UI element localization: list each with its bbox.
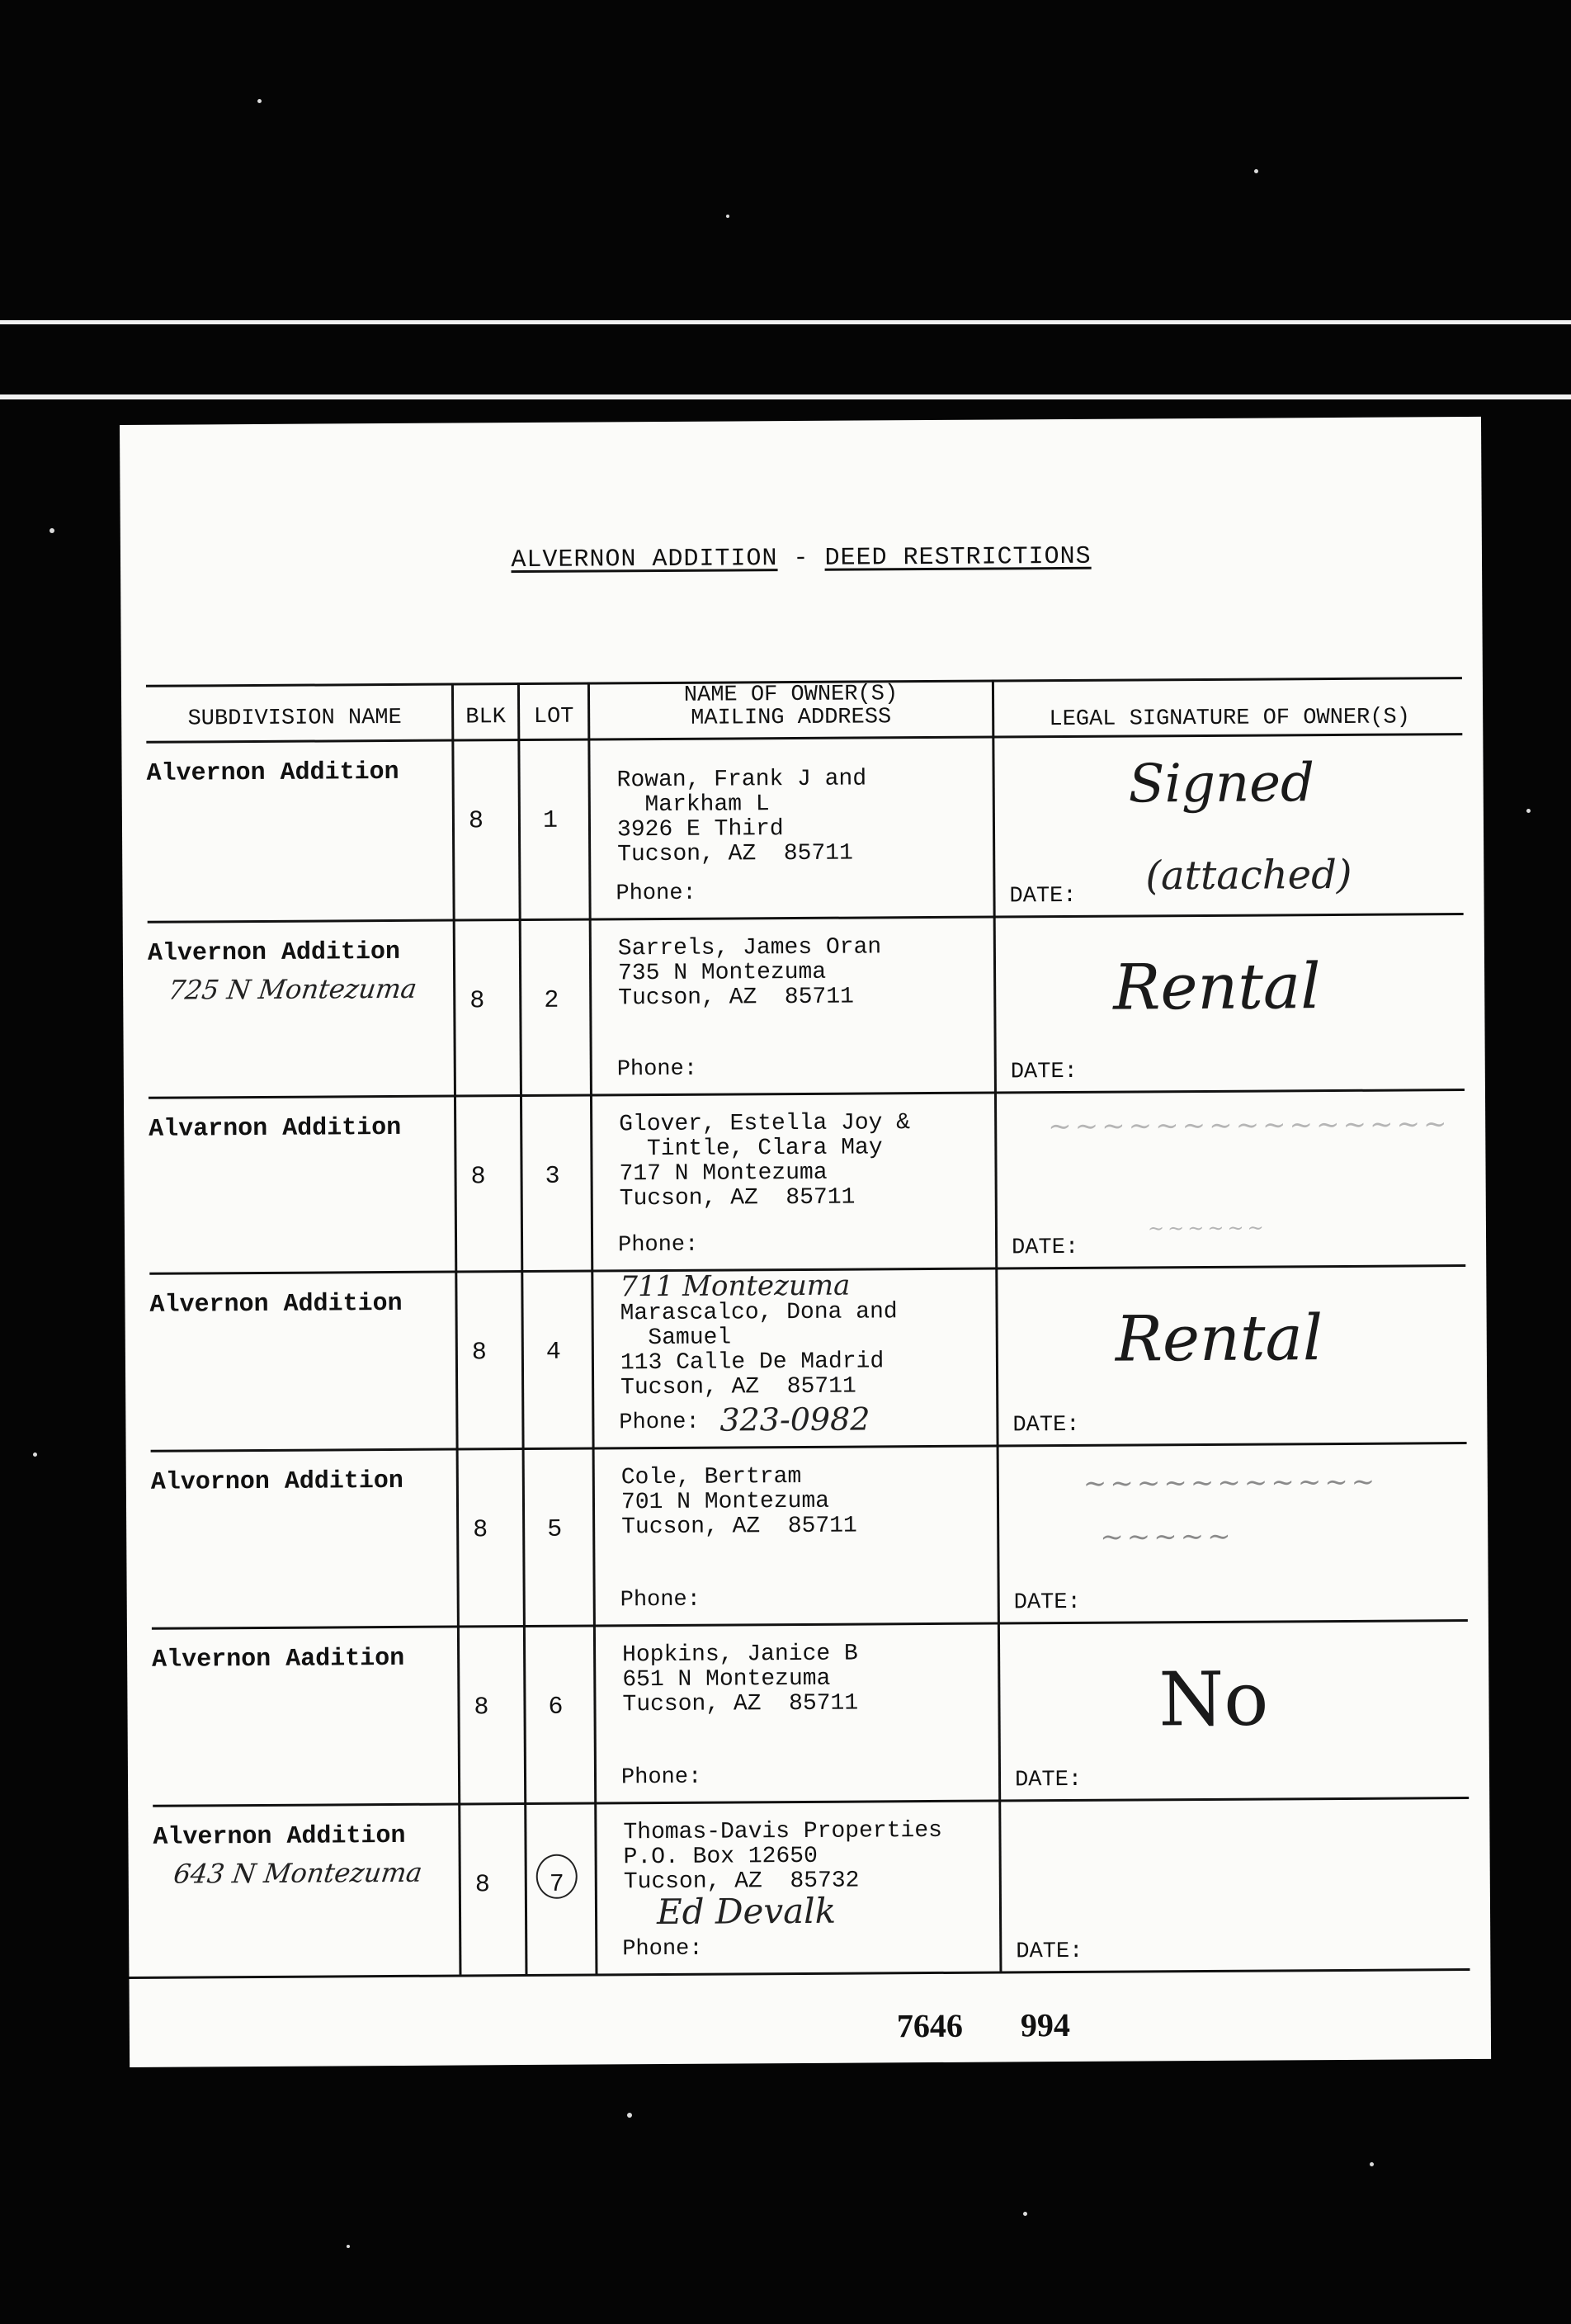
blk-value: 8 (471, 1339, 487, 1367)
handwritten-phone: 323-0982 (719, 1401, 870, 1438)
handwritten-signature: Signed (1128, 753, 1315, 815)
faint-signature: ~~~~~~~~~~~~~~~ (1048, 1108, 1451, 1144)
recording-number-page: 994 (1020, 2006, 1071, 2044)
handwritten-signature: Rental (1112, 949, 1321, 1024)
date-label: DATE: (1014, 1767, 1083, 1793)
lot-value: 6 (548, 1693, 564, 1722)
phone-label: Phone: (622, 1936, 703, 1963)
owner-address: Thomas-Davis Properties P.O. Box 12650 Tucson, AZ 85732 (623, 1817, 942, 1896)
subdivision-name: Alvernon Addition (147, 938, 401, 968)
lot-value: 1 (542, 806, 559, 835)
header-owner-name: NAME OF OWNER(S) (683, 682, 899, 708)
faint-date-mark: ~~~~~ (1100, 1519, 1234, 1554)
blk-value: 8 (469, 987, 485, 1016)
blk-value: 8 (470, 1163, 486, 1192)
scan-edge-line-top (0, 320, 1571, 324)
table-row (124, 1091, 1461, 1273)
header-mailing-address: MAILING ADDRESS (691, 705, 892, 731)
blk-value: 8 (468, 807, 484, 836)
subdivision-name: Alvernon Addition (146, 758, 399, 788)
date-label: DATE: (1010, 1059, 1078, 1085)
header-blk: BLK (465, 705, 507, 730)
table-row (128, 1799, 1465, 1977)
owner-address: Glover, Estella Joy & Tintle, Clara May 717 N Montezuma Tucson, AZ 85711 (619, 1110, 911, 1212)
scan-speck (33, 1452, 37, 1457)
deed-restrictions-sheet (120, 417, 1491, 2067)
subdivision-name: Alvarnon Addition (149, 1113, 402, 1144)
owner-address: Cole, Bertram 701 N Montezuma Tucson, AZ 85711 (620, 1463, 857, 1541)
date-label: DATE: (1012, 1235, 1079, 1261)
lot-value: 3 (545, 1162, 560, 1191)
handwritten-signature-note: (attached) (1145, 851, 1352, 900)
title-separator: - (793, 544, 809, 574)
subdivision-name: Alvernon Addition (153, 1821, 406, 1852)
date-label: DATE: (1016, 1939, 1083, 1965)
date-label: DATE: (1009, 883, 1077, 909)
handwritten-address: 643 N Montezuma (172, 1856, 425, 1890)
header-subdivision: SUBDIVISION NAME (187, 705, 402, 732)
blk-value: 8 (474, 1871, 490, 1900)
phone-label: Phone: (616, 881, 696, 907)
scan-speck (1254, 169, 1258, 173)
recording-numbers (897, 2005, 1070, 2045)
scan-speck (347, 2245, 350, 2248)
blk-value: 8 (473, 1516, 488, 1545)
handwritten-signature: No (1158, 1656, 1269, 1744)
scan-speck (1023, 2212, 1027, 2216)
scan-edge-line-bottom (0, 394, 1571, 399)
header-lot: LOT (533, 704, 574, 730)
table-row (127, 1622, 1465, 1805)
faint-date-mark: ~~~~~~ (1147, 1216, 1267, 1240)
lot-value: 5 (547, 1515, 563, 1544)
table-row (125, 1267, 1462, 1450)
lot-value: 4 (545, 1338, 561, 1367)
owner-address: Rowan, Frank J and Markham L 3926 E Third Tucson, AZ 85711 (616, 766, 867, 868)
blk-value: 8 (474, 1693, 489, 1722)
title-part-1: ALVERNON ADDITION (511, 545, 778, 575)
subdivision-name: Alvornon Addition (150, 1467, 403, 1497)
header-signature: LEGAL SIGNATURE OF OWNER(S) (1049, 705, 1411, 733)
lot-value: 7 (549, 1870, 564, 1899)
subdivision-name: Alvernon Addition (149, 1289, 403, 1320)
title-part-2: DEED RESTRICTIONS (824, 542, 1092, 573)
scan-speck (257, 99, 262, 103)
scan-speck (1370, 2162, 1374, 2166)
scan-speck (1526, 809, 1531, 813)
phone-label: Phone: (620, 1587, 701, 1613)
faint-signature: ~~~~~~~~~~~ (1083, 1465, 1379, 1500)
table-row (121, 735, 1459, 921)
phone-label: Phone: (620, 1764, 702, 1791)
scan-speck (627, 2113, 632, 2118)
phone-label: Phone: (616, 1056, 698, 1083)
table-row (126, 1444, 1464, 1627)
scan-speck (726, 215, 729, 218)
date-label: DATE: (1013, 1589, 1081, 1616)
handwritten-contact-name: Ed Devalk (656, 1890, 837, 1933)
recording-number-docket: 7646 (896, 2006, 964, 2045)
page-title (120, 541, 1482, 577)
handwritten-signature: Rental (1115, 1301, 1323, 1376)
handwritten-address: 725 N Montezuma (166, 972, 419, 1006)
phone-label: Phone: (619, 1410, 700, 1436)
handwritten-property-address: 711 Montezuma (620, 1268, 851, 1304)
date-label: DATE: (1012, 1412, 1080, 1438)
subdivision-name: Alvernon Aadition (152, 1644, 405, 1675)
owner-address: Marascalco, Dona and Samuel 113 Calle De Madrid Tucson, AZ 85711 (620, 1299, 898, 1401)
lot-value: 2 (544, 986, 559, 1015)
owner-address: Hopkins, Janice B 651 N Montezuma Tucson, AZ 85711 (622, 1641, 859, 1718)
scan-speck (50, 528, 54, 533)
phone-label: Phone: (617, 1232, 699, 1259)
table-row (123, 915, 1460, 1097)
owner-address: Sarrels, James Oran 735 N Montezuma Tucson, AZ 85711 (617, 934, 882, 1012)
